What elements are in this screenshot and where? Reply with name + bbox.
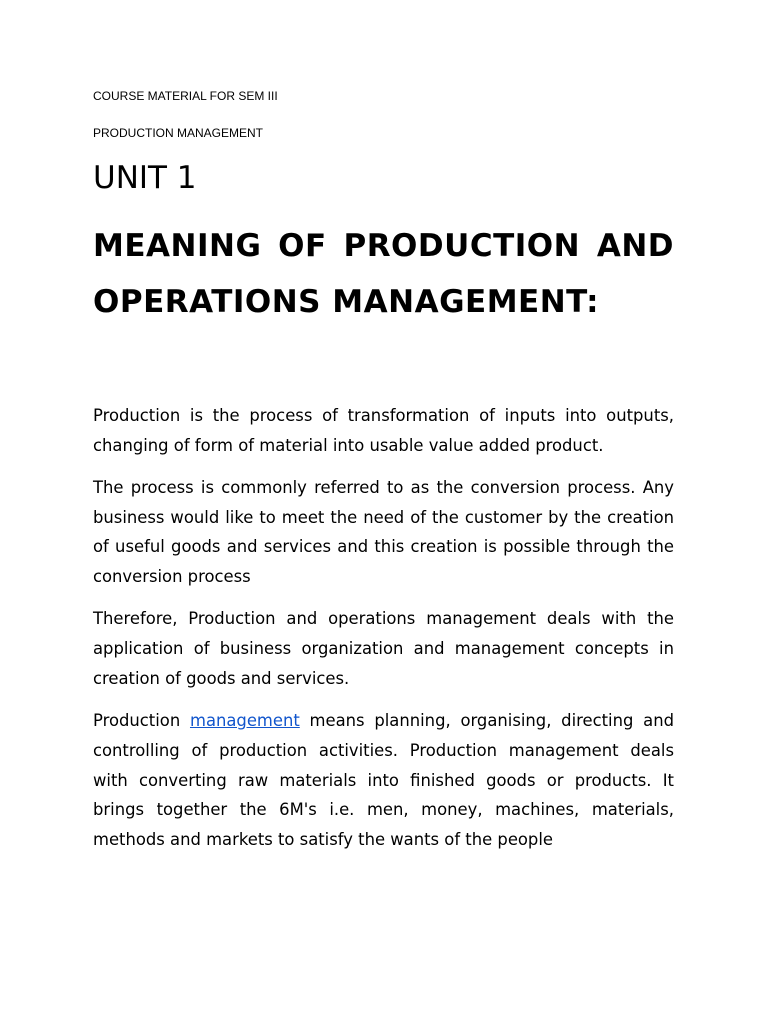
subject-header: PRODUCTION MANAGEMENT (93, 126, 264, 140)
paragraph-4 (93, 706, 674, 855)
paragraph-1: Production is the process of transformation of inputs into outputs, changing of form of material into usable value added product. (93, 406, 674, 455)
course-header: COURSE MATERIAL FOR SEM III (93, 89, 278, 103)
paragraph-4-lead: Production (93, 711, 190, 731)
paragraph-3: Therefore, Production and operations management deals with the application of business organization and management concepts in creation of goods and services. (93, 609, 674, 688)
section-heading: MEANING OF PRODUCTION AND OPERATIONS MANAGEMENT: (93, 228, 674, 320)
unit-title: UNIT 1 (93, 160, 197, 196)
document-body (93, 401, 674, 867)
paragraph-2: The process is commonly referred to as the conversion process. Any business would like to meet the need of the customer by the creation of useful goods and services and this creation is possible through the conversion process (93, 478, 674, 587)
paragraph-4-rest: means planning, organising, directing and controlling of production activities. Production management deals with converting raw materials into finished goods or products. It brings together the 6M's i.e. men, money, machines, materials, methods and markets to satisfy the wants of the people (93, 711, 674, 849)
management-link[interactable]: management (189, 711, 300, 731)
